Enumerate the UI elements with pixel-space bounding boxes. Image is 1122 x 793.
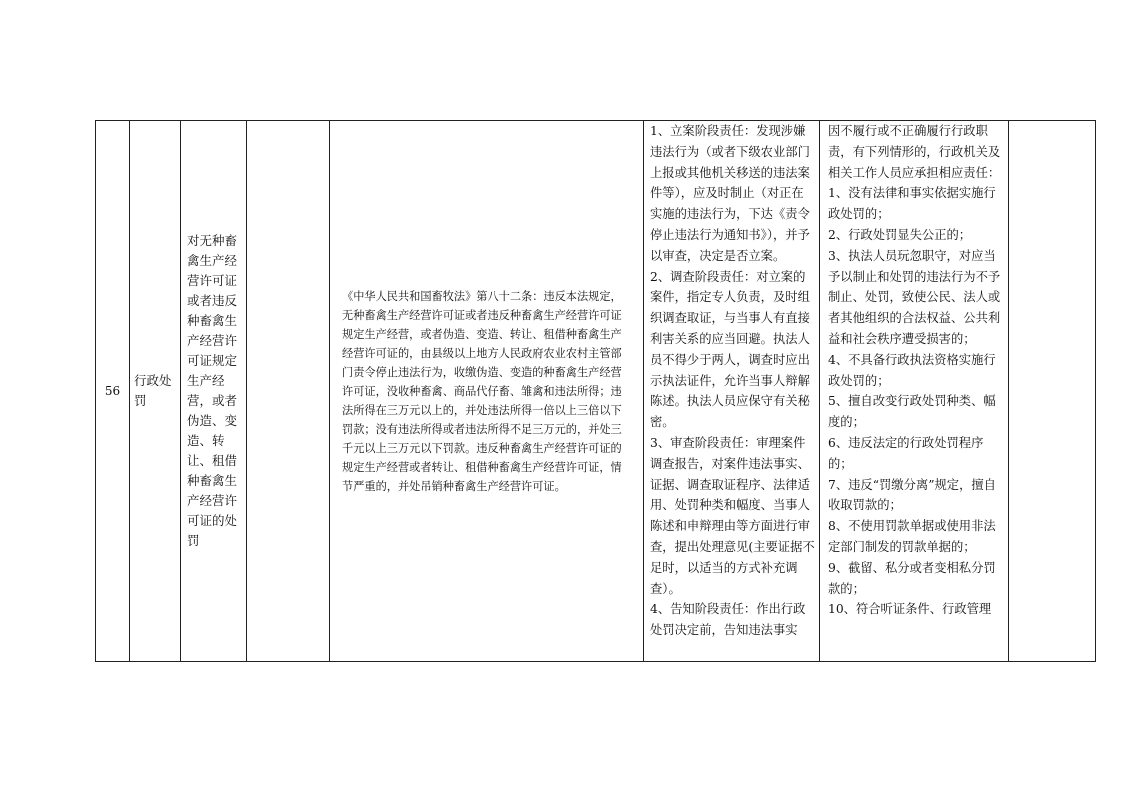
category-text: 行政处罚 xyxy=(134,373,172,408)
responsibility-cell xyxy=(644,121,820,662)
table-row xyxy=(96,121,1096,662)
accountability-text: 因不履行或不正确履行行政职责，有下列情形的，行政机关及相关工作人员应承担相应责任： 1、没有法律和事实依据实施行政处罚的； 2、行政处罚显失公正的； 3、执法人员玩忽职守，对应当予以制止和处罚的违法行为不予制止、处罚，致使公民、法人或者其他组织的合法权益、公共利益和社会秩序遭受损害的； 4、不具备行政执法资格实施行政处罚的； 5、擅自改变行政处罚种类、幅度的； 6、违反法定的行政处罚程序的； 7、违反“罚缴分离”规定，擅自收取罚款的； 8、不使用罚款单据或使用非法定部门制发的罚款单据的； 9、截留、私分或者变相私分罚款的； 10、符合听证条件、行政管理 xyxy=(828,124,1001,617)
item-name-text: 对无种畜禽生产经营许可证或者违反种畜禽生产经营许可证规定生产经营，或者伪造、变造、转让、租借种畜禽生产经营许可证的处罚 xyxy=(187,233,238,548)
legal-basis-cell xyxy=(330,121,644,662)
code-cell xyxy=(247,121,330,662)
row-number: 56 xyxy=(104,384,121,398)
responsibility-text: 1、立案阶段责任：发现涉嫌违法行为（或者下级农业部门上报或其他机关移送的违法案件等），应及时制止（对正在实施的违法行为，下达《责令停止违法行为通知书》），并予以审查，决定是否立案。 2、调查阶段责任：对立案的案件，指定专人负责，及时组织调查取证，与当事人有直接利害关系的应当回避。执法人员不得少于两人，调查时应出示执法证件，允许当事人辩解陈述。执法人员应保守有关秘密。 3、审查阶段责任：审理案件调查报告，对案件违法事实、证据、调查取证程序、法律适用、处罚种类和幅度、当事人陈述和申辩理由等方面进行审查，提出处理意见(主要证据不足时，以适当的方式补充调查）。 4、告知阶段责任：作出行政处罚决定前，告知违法事实 xyxy=(650,124,815,638)
note-cell xyxy=(1009,121,1096,662)
legal-basis-text: 《中华人民共和国畜牧法》第八十二条：违反本法规定，无种畜禽生产经营许可证或者违反种畜禽生产经营许可证规定生产经营，或者伪造、变造、转让、租借种畜禽生产经营许可证的，由县级以上地方人民政府农业农村主管部门责令停止违法行为，收缴伪造、变造的种畜禽生产经营许可证，没收种畜禽、商品代仔畜、雏禽和违法所得；违法所得在三万元以上的，并处违法所得一倍以上三倍以下罚款；没有违法所得或者违法所得不足三万元的，并处三千元以上三万元以下罚款。违反种畜禽生产经营许可证的规定生产经营或者转让、租借种畜禽生产经营许可证，情节严重的，并处吊销种畜禽生产经营许可证。 xyxy=(342,289,622,493)
item-name-cell xyxy=(181,121,247,662)
accountability-cell xyxy=(820,121,1009,662)
category-cell xyxy=(130,121,181,662)
table xyxy=(95,120,1096,662)
row-number-cell xyxy=(96,121,130,662)
power-list-table xyxy=(95,120,1087,662)
